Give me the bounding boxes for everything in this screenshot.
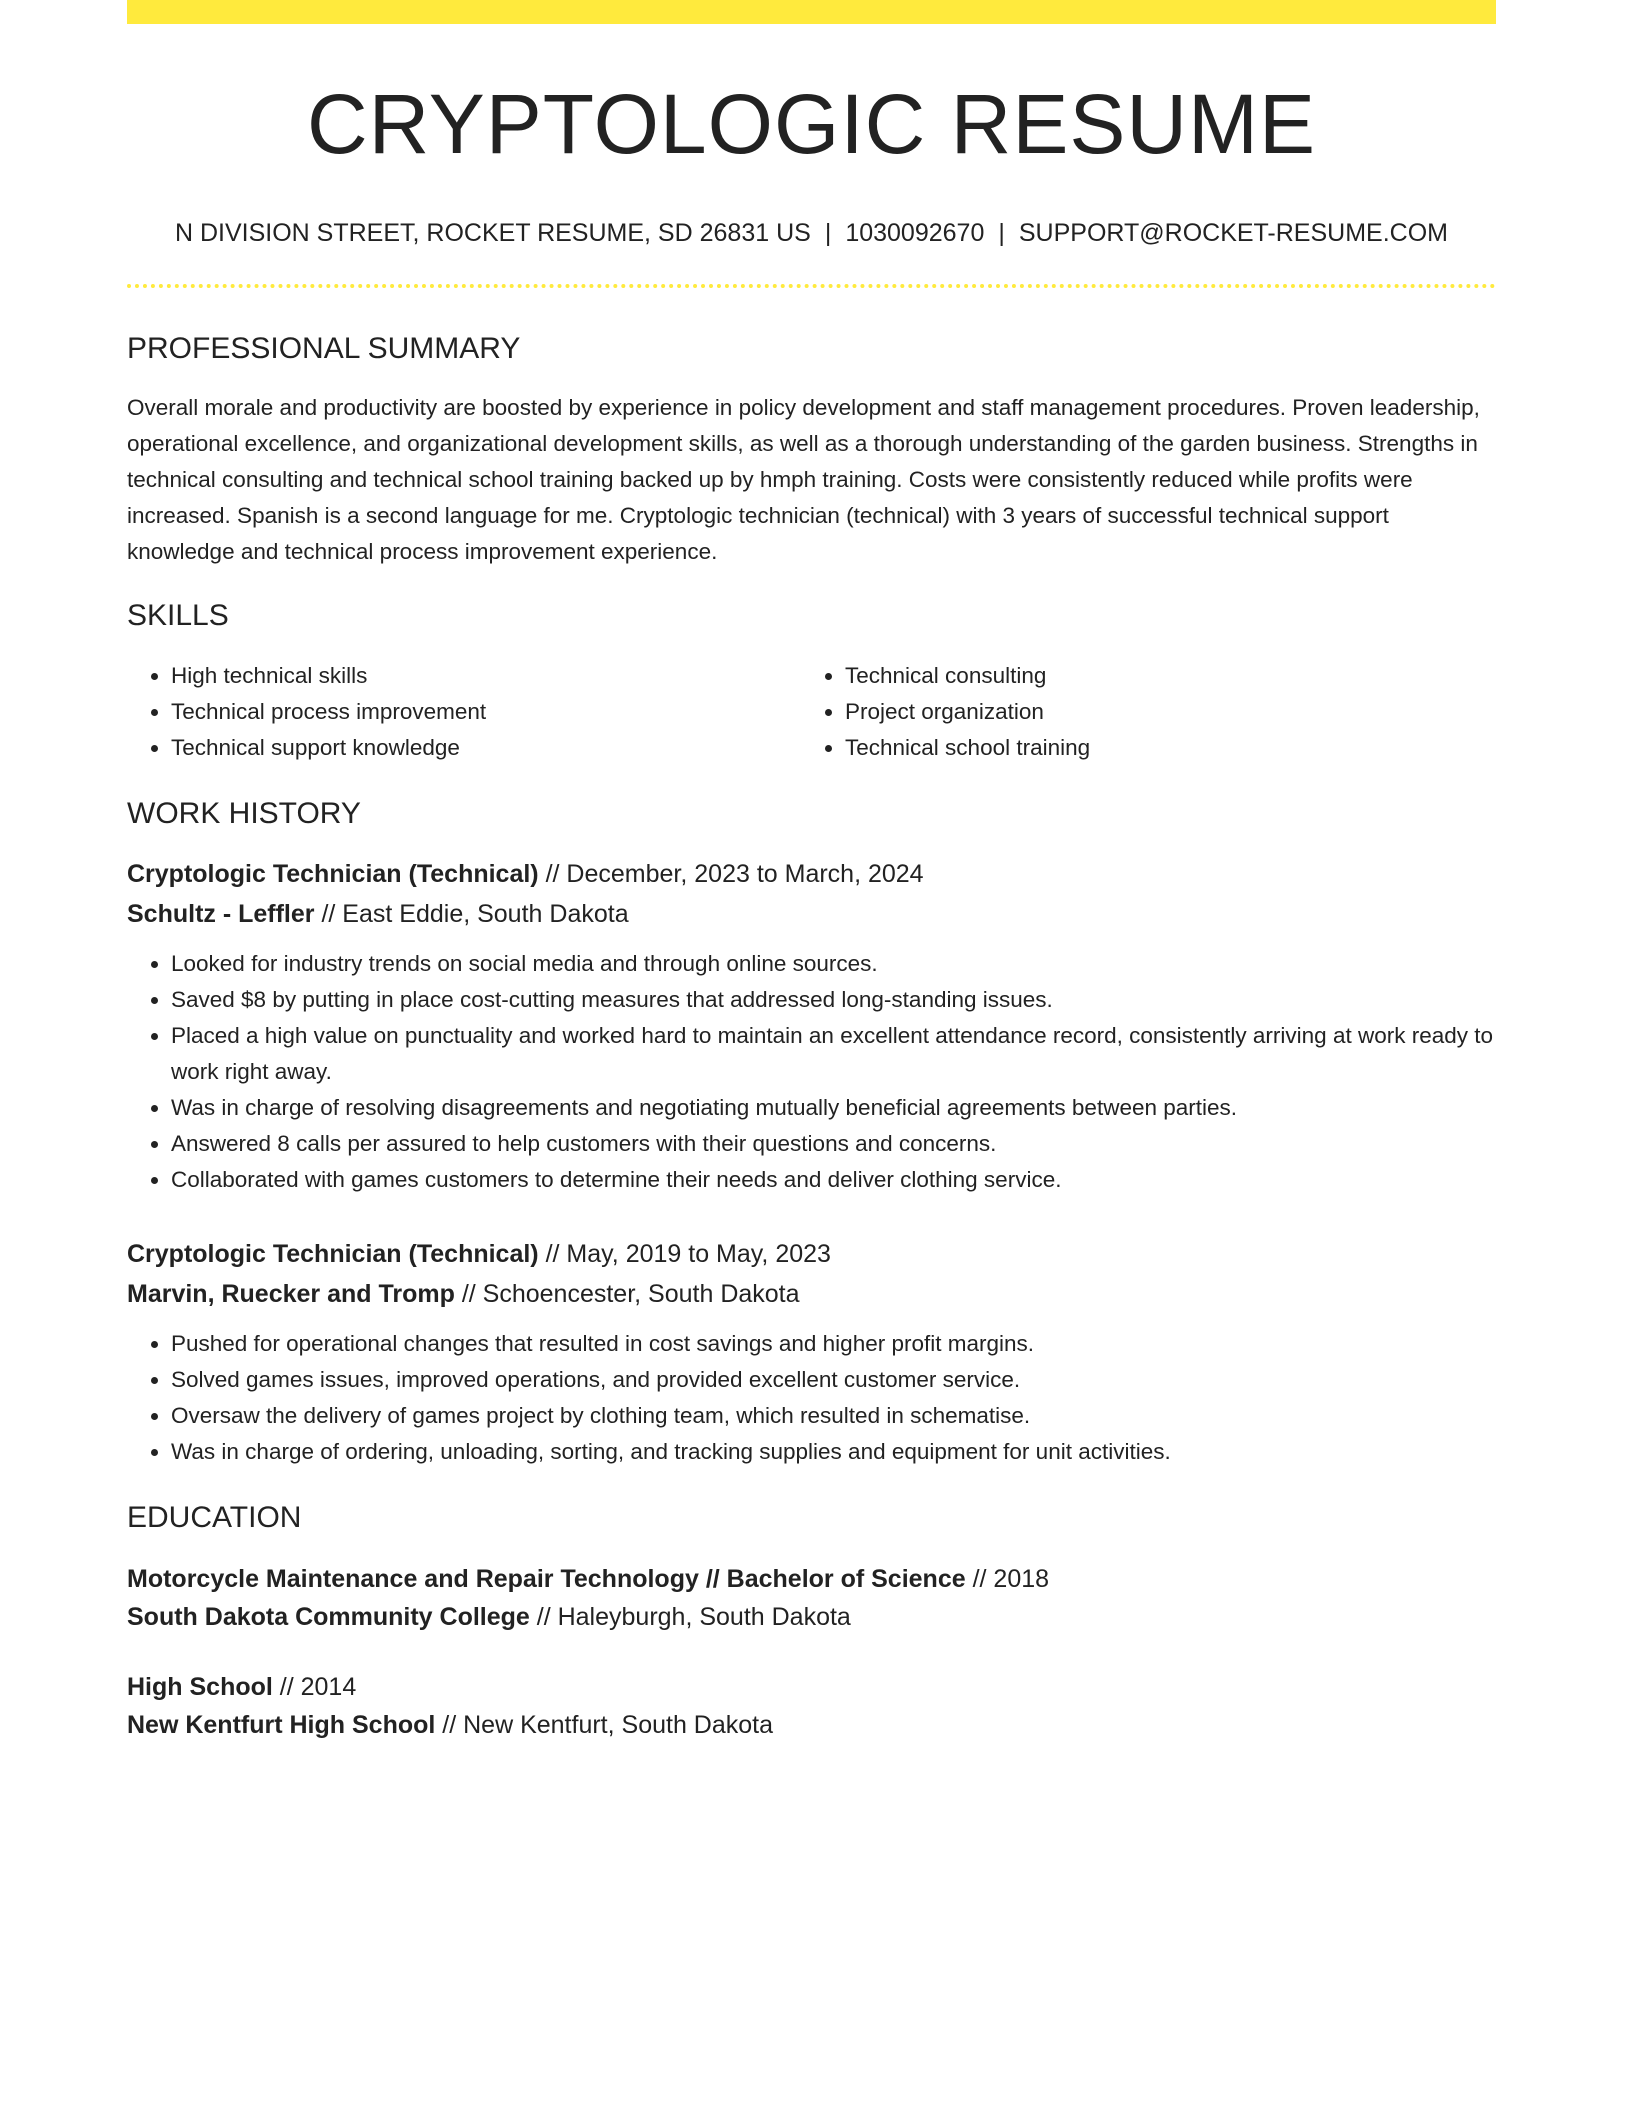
skills-column-left	[127, 658, 801, 766]
job-employer	[127, 1274, 1496, 1314]
job-bullets	[127, 1326, 1496, 1470]
education-school: South Dakota Community College	[127, 1603, 530, 1631]
job-entry	[127, 854, 1496, 1198]
job-company: Schultz - Leffler	[127, 900, 315, 928]
skill-item: • Project organization	[845, 694, 1475, 730]
contact-separator: |	[998, 219, 1005, 247]
skill-item: • High technical skills	[171, 658, 801, 694]
job-bullet: • Collaborated with games customers to determine their needs and deliver clothing service.	[171, 1162, 1496, 1198]
job-bullet: • Placed a high value on punctuality and worked hard to maintain an excellent attendance record, consistently arriving at work ready to work right away.	[171, 1018, 1496, 1090]
job-title: Cryptologic Technician (Technical)	[127, 1240, 539, 1268]
education-location: // New Kentfurt, South Dakota	[442, 1711, 774, 1739]
education-year: // 2018	[972, 1565, 1050, 1593]
education-section	[127, 1500, 1496, 1744]
education-school-line	[127, 1598, 1496, 1636]
job-company: Marvin, Ruecker and Tromp	[127, 1280, 455, 1308]
skills-section	[127, 598, 1496, 766]
job-bullet: • Looked for industry trends on social media and through online sources.	[171, 946, 1496, 982]
header-divider	[127, 284, 1496, 288]
job-employer	[127, 894, 1496, 934]
job-title: Cryptologic Technician (Technical)	[127, 860, 539, 888]
job-heading	[127, 854, 1496, 894]
education-degree: High School	[127, 1673, 273, 1701]
job-bullet: • Answered 8 calls per assured to help customers with their questions and concerns.	[171, 1126, 1496, 1162]
job-bullet: • Saved $8 by putting in place cost-cutting measures that addressed long-standing issues.	[171, 982, 1496, 1018]
contact-separator: |	[824, 219, 832, 247]
job-location: // Schoencester, South Dakota	[461, 1280, 800, 1308]
skill-item: • Technical consulting	[845, 658, 1475, 694]
job-location: // East Eddie, South Dakota	[321, 900, 629, 928]
job-dates: // December, 2023 to March, 2024	[545, 860, 924, 888]
skills-grid	[127, 658, 1496, 766]
job-dates: // May, 2019 to May, 2023	[545, 1240, 831, 1268]
skill-item: • Technical school training	[845, 730, 1475, 766]
education-heading	[127, 1668, 1496, 1706]
professional-summary-section	[127, 331, 1496, 570]
skills-column-right	[801, 658, 1475, 766]
job-bullet: • Was in charge of ordering, unloading, sorting, and tracking supplies and equipment for unit activities.	[171, 1434, 1496, 1470]
section-title-skills: SKILLS	[127, 599, 229, 632]
job-bullet: • Oversaw the delivery of games project by clothing team, which resulted in schematise.	[171, 1398, 1496, 1434]
job-bullet: • Pushed for operational changes that resulted in cost savings and higher profit margins.	[171, 1326, 1496, 1362]
job-bullet: • Was in charge of resolving disagreements and negotiating mutually beneficial agreements between parties.	[171, 1090, 1496, 1126]
job-entry	[127, 1234, 1496, 1470]
section-title-summary: PROFESSIONAL SUMMARY	[127, 332, 521, 365]
education-entry	[127, 1560, 1496, 1636]
education-school-line	[127, 1706, 1496, 1744]
job-bullets	[127, 946, 1496, 1198]
contact-line	[127, 218, 1496, 248]
skill-item: • Technical process improvement	[171, 694, 801, 730]
job-heading	[127, 1234, 1496, 1274]
education-year: // 2014	[279, 1673, 357, 1701]
education-degree: Motorcycle Maintenance and Repair Technology // Bachelor of Science	[127, 1565, 966, 1593]
job-bullet: • Solved games issues, improved operations, and provided excellent customer service.	[171, 1362, 1496, 1398]
section-title-education: EDUCATION	[127, 1501, 302, 1534]
contact-email: SUPPORT@ROCKET-RESUME.COM	[1018, 219, 1448, 247]
education-location: // Haleyburgh, South Dakota	[536, 1603, 851, 1631]
education-heading	[127, 1560, 1496, 1598]
contact-phone: 1030092670	[845, 219, 985, 247]
work-history-section	[127, 796, 1496, 1470]
skill-item: • Technical support knowledge	[171, 730, 801, 766]
resume-title: CRYPTOLOGIC RESUME	[306, 77, 1317, 171]
education-entry	[127, 1668, 1496, 1744]
summary-text: Overall morale and productivity are boosted by experience in policy development and staff management procedures. Proven leadership, operational excellence, and organizational development skills, as well as a thorough understanding of the garden business. Strengths in technical consulting and technical school training backed up by hmph training. Costs were consistently reduced while profits were increased. Spanish is a second language for me. Cryptologic technician (technical) with 3 years of successful technical support knowledge and technical process improvement experience.	[127, 395, 1480, 564]
resume-page	[127, 0, 1496, 1744]
top-accent-bar	[127, 0, 1496, 24]
education-school: New Kentfurt High School	[127, 1711, 436, 1739]
section-title-work-history: WORK HISTORY	[127, 797, 361, 830]
contact-address: N DIVISION STREET, ROCKET RESUME, SD 26831 US	[174, 219, 811, 247]
